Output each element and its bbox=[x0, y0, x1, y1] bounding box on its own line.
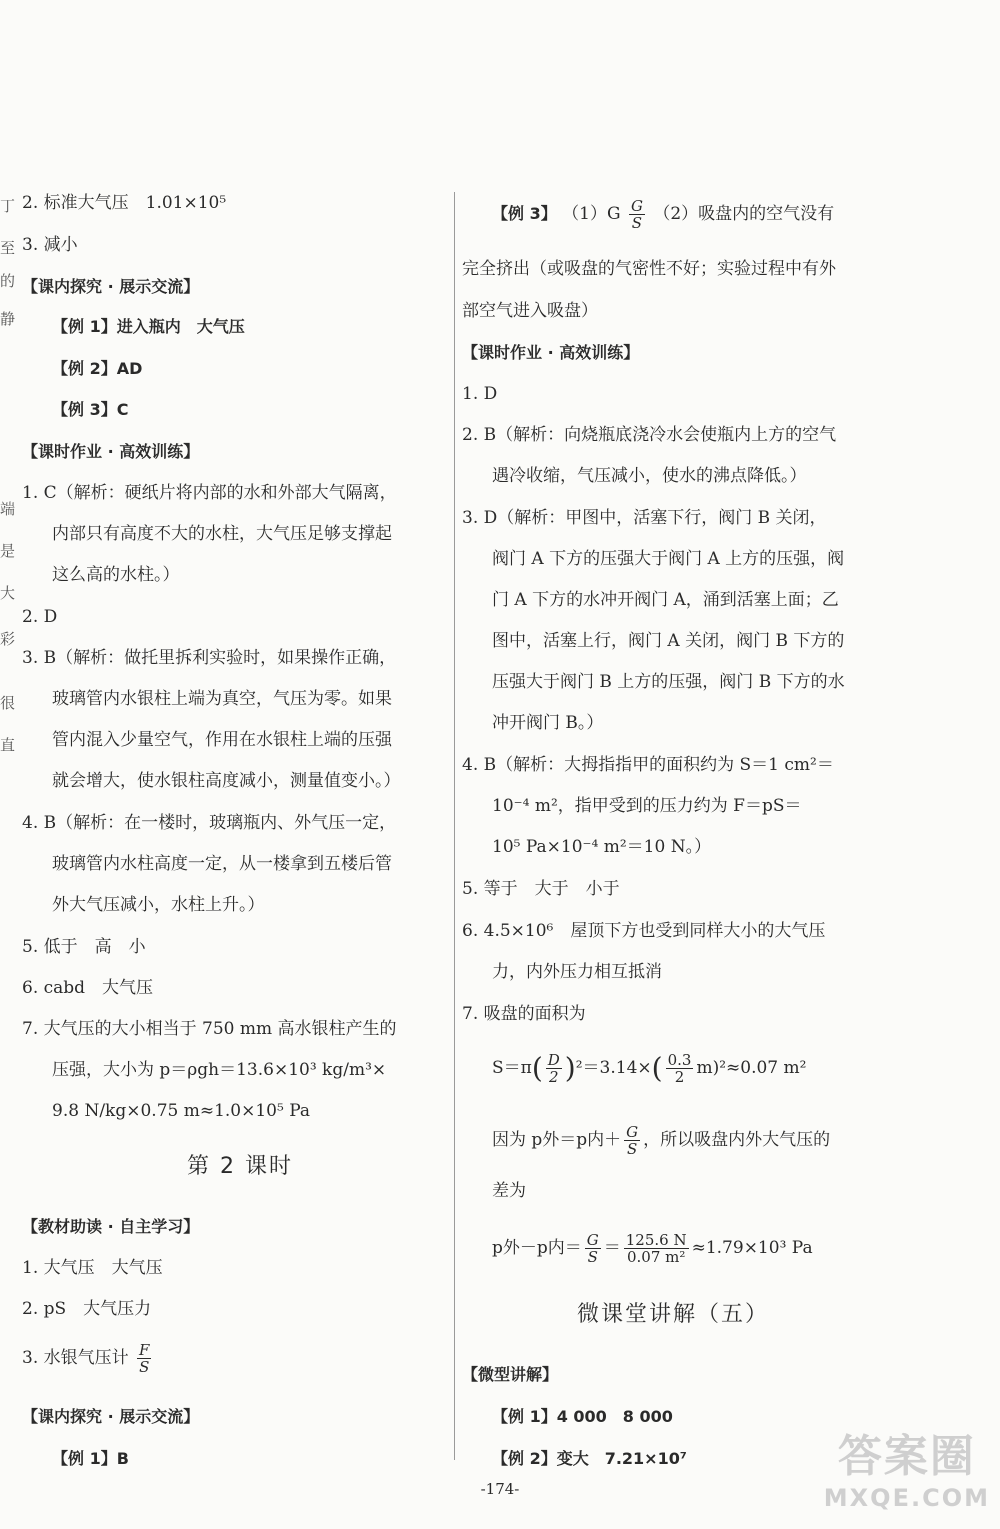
formula-text: ²＝3.14× bbox=[575, 1058, 652, 1078]
answer-text: （2）吸盘内的空气没有 bbox=[653, 204, 835, 224]
section-heading: 【教材助读 · 自主学习】 bbox=[22, 1217, 200, 1236]
answer-line bbox=[22, 1342, 154, 1375]
answer-line: 5. 等于 大于 小于 bbox=[462, 879, 620, 899]
edge-char: 至 bbox=[0, 239, 16, 257]
answer-line: 冲开阀门 B。） bbox=[492, 713, 604, 733]
fraction bbox=[666, 1052, 694, 1085]
example-answer: 【例 2】变大 7.21×10⁷ bbox=[492, 1449, 687, 1468]
numerator: G bbox=[626, 1123, 639, 1141]
formula-text: ＝ bbox=[603, 1238, 621, 1258]
formula-text: 因为 p外＝p内＋ bbox=[492, 1130, 622, 1150]
answer-line: 5. 低于 高 小 bbox=[22, 937, 146, 957]
denominator: 2 bbox=[674, 1068, 685, 1086]
section-heading: 【课内探究 · 展示交流】 bbox=[22, 1407, 200, 1426]
answer-line: 2. D bbox=[22, 607, 58, 627]
answer-line: 压强大于阀门 B 上方的压强，阀门 B 下方的水 bbox=[492, 672, 845, 692]
example-label: 【例 3】 bbox=[492, 204, 557, 223]
watermark-text: 答案圈 bbox=[837, 1431, 976, 1482]
example-answer: 【例 1】4 000 8 000 bbox=[492, 1407, 673, 1426]
section-heading: 【课时作业 · 高效训练】 bbox=[462, 343, 640, 362]
fraction bbox=[585, 1232, 601, 1265]
answer-line: 外大气压减小，水柱上升。） bbox=[52, 895, 265, 915]
answer-line: 6. cabd 大气压 bbox=[22, 978, 154, 998]
answer-line: 3. D（解析：甲图中，活塞下行，阀门 B 关闭， bbox=[462, 508, 827, 528]
answer-line: 4. B（解析：在一楼时，玻璃瓶内、外气压一定， bbox=[22, 813, 397, 833]
edge-char: 大 bbox=[0, 584, 16, 602]
answer-line: 6. 4.5×10⁶ 屋顶下方也受到同样大小的大气压 bbox=[462, 921, 826, 941]
formula-text: m)²≈0.07 m² bbox=[696, 1058, 807, 1078]
answer-line: 9.8 N/kg×0.75 m≈1.0×10⁵ Pa bbox=[52, 1101, 311, 1121]
answer-line: 力，内外压力相互抵消 bbox=[492, 962, 662, 982]
denominator: S bbox=[631, 214, 643, 232]
paren-icon: ) bbox=[564, 1051, 576, 1085]
answer-line: 10⁻⁴ m²，指甲受到的压力约为 F＝pS＝ bbox=[492, 796, 802, 816]
edge-char: 端 bbox=[0, 500, 16, 518]
paren-icon: ( bbox=[651, 1051, 663, 1085]
watermark-url: MXQE.COM bbox=[823, 1484, 990, 1512]
numerator: 0.3 bbox=[667, 1051, 692, 1069]
formula-line bbox=[462, 1232, 813, 1265]
formula-line bbox=[462, 1124, 830, 1157]
lesson-title: 第 2 课时 bbox=[187, 1154, 293, 1179]
edge-char: 很 bbox=[0, 694, 16, 712]
answer-line: 2. B（解析：向烧瓶底浇冷水会使瓶内上方的空气 bbox=[462, 425, 837, 445]
section-heading: 【微型讲解】 bbox=[462, 1365, 559, 1384]
answer-line: 图中，活塞上行，阀门 A 关闭，阀门 B 下方的 bbox=[492, 631, 845, 651]
page-number: -174- bbox=[480, 1480, 520, 1498]
numerator: 125.6 N bbox=[625, 1231, 687, 1249]
denominator: 2 bbox=[549, 1068, 559, 1086]
answer-line: 这么高的水柱。） bbox=[52, 565, 180, 585]
fraction bbox=[629, 198, 645, 231]
formula-text: ，所以吸盘内外大气压的 bbox=[643, 1130, 831, 1150]
denominator: 0.07 m² bbox=[626, 1248, 686, 1266]
paren-icon: ( bbox=[531, 1051, 543, 1085]
watermark-logo bbox=[824, 1420, 990, 1512]
answer-line: 1. C（解析：硬纸片将内部的水和外部大气隔离， bbox=[22, 483, 397, 503]
edge-char: 丁 bbox=[0, 197, 16, 215]
formula-text: ≈1.79×10³ Pa bbox=[691, 1238, 813, 1258]
answer-line bbox=[462, 198, 834, 231]
answer-line: 7. 吸盘的面积为 bbox=[462, 1004, 586, 1024]
answer-line: 遇冷收缩，气压减小，使水的沸点降低。） bbox=[492, 466, 807, 486]
answer-line: 4. B（解析：大拇指指甲的面积约为 S＝1 cm²＝ bbox=[462, 755, 834, 775]
formula-text: S＝π bbox=[492, 1058, 532, 1078]
denominator: S bbox=[139, 1358, 150, 1376]
lesson-title: 微课堂讲解（五） bbox=[577, 1302, 770, 1327]
edge-char: 的 bbox=[0, 272, 16, 290]
answer-line: 2. 标准大气压 1.01×10⁵ bbox=[22, 193, 227, 213]
denominator: S bbox=[627, 1140, 638, 1158]
numerator: G bbox=[630, 197, 643, 215]
example-answer: 【例 3】C bbox=[52, 400, 129, 419]
numerator: F bbox=[139, 1341, 150, 1359]
example-answer: 【例 1】B bbox=[52, 1449, 129, 1468]
edge-char: 直 bbox=[0, 736, 16, 754]
answer-line: 就会增大，使水银柱高度减小，测量值变小。） bbox=[52, 771, 401, 791]
fraction bbox=[546, 1052, 562, 1085]
answer-line: 压强，大小为 p＝ρgh＝13.6×10³ kg/m³× bbox=[52, 1060, 387, 1080]
answer-line: 7. 大气压的大小相当于 750 mm 高水银柱产生的 bbox=[22, 1019, 397, 1039]
denominator: S bbox=[587, 1248, 598, 1266]
numerator: D bbox=[547, 1051, 560, 1069]
answer-line: 2. pS 大气压力 bbox=[22, 1299, 152, 1319]
answer-line: 玻璃管内水银柱上端为真空，气压为零。如果 bbox=[52, 689, 392, 709]
fraction bbox=[137, 1342, 151, 1375]
section-heading: 【课时作业 · 高效训练】 bbox=[22, 442, 200, 461]
edge-char: 彩 bbox=[0, 630, 16, 648]
answer-line: 10⁵ Pa×10⁻⁴ m²＝10 N。） bbox=[492, 837, 712, 857]
answer-line: 阀门 A 下方的压强大于阀门 A 上方的压强，阀 bbox=[492, 549, 845, 569]
answer-line: 完全挤出（或吸盘的气密性不好；实验过程中有外 bbox=[462, 259, 836, 279]
example-answer: 【例 1】进入瓶内 大气压 bbox=[52, 317, 245, 336]
answer-text: 3. 水银气压计 bbox=[22, 1348, 129, 1368]
answer-line: 门 A 下方的水冲开阀门 A，涌到活塞上面；乙 bbox=[492, 590, 839, 610]
edge-char: 是 bbox=[0, 542, 16, 560]
answer-line: 3. 减小 bbox=[22, 235, 78, 255]
answer-line: 1. 大气压 大气压 bbox=[22, 1258, 163, 1278]
column-divider bbox=[454, 192, 455, 1460]
edge-char: 静 bbox=[0, 310, 16, 328]
answer-line: 内部只有高度不大的水柱，大气压足够支撑起 bbox=[52, 524, 392, 544]
answer-text: （1）G bbox=[562, 204, 621, 224]
fraction bbox=[624, 1232, 689, 1265]
formula-text: p外－p内＝ bbox=[492, 1238, 582, 1258]
answer-line: 差为 bbox=[492, 1181, 526, 1201]
answer-line: 1. D bbox=[462, 384, 498, 404]
answer-line: 部空气进入吸盘） bbox=[462, 301, 598, 321]
fraction bbox=[624, 1124, 640, 1157]
example-answer: 【例 2】AD bbox=[52, 359, 143, 378]
numerator: G bbox=[586, 1231, 599, 1249]
answer-line: 管内混入少量空气，作用在水银柱上端的压强 bbox=[52, 730, 392, 750]
answer-line: 3. B（解析：做托里拆利实验时，如果操作正确， bbox=[22, 648, 397, 668]
answer-line: 玻璃管内水柱高度一定，从一楼拿到五楼后管 bbox=[52, 854, 392, 874]
formula-area bbox=[462, 1052, 806, 1085]
section-heading: 【课内探究 · 展示交流】 bbox=[22, 277, 200, 296]
